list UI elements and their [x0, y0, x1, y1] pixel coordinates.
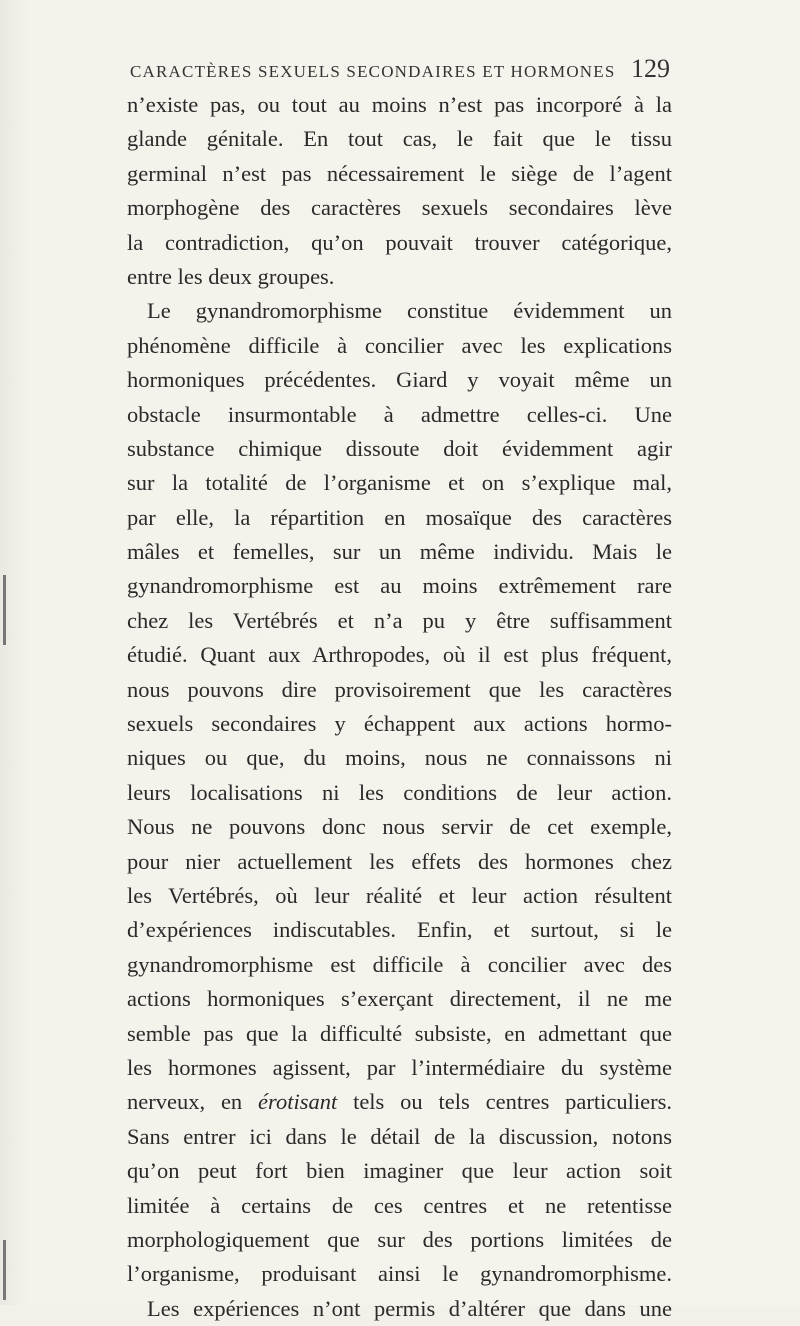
text-line: entre les deux groupes.: [127, 263, 335, 289]
spine-shadow: [3, 575, 6, 645]
text-line: obstacle insurmontable à admettre celles-ci. Une: [127, 401, 672, 427]
text-line: semble pas que la difficulté subsiste, en admettant que: [127, 1020, 672, 1046]
text-line: actions hormoniques s’exerçant directement, il ne me: [127, 986, 672, 1012]
text-line: gynandromorphisme est difficile à concilier avec des: [127, 951, 672, 977]
text-line: morphologiquement que sur des portions limitées de: [127, 1226, 672, 1252]
text-line: phénomène difficile à concilier avec les explications: [127, 332, 672, 358]
text-line: qu’on peut fort bien imaginer que leur action soit: [127, 1158, 672, 1184]
text-line: limitée à certains de ces centres et ne retentisse: [127, 1192, 672, 1218]
text-line: Les expériences n’ont permis d’altérer que dans une: [147, 1295, 672, 1321]
text-segment: nerveux, en: [127, 1089, 259, 1115]
text-line-with-italic: [127, 1085, 672, 1119]
text-line: nous pouvons dire provisoirement que les caractères: [127, 676, 672, 702]
text-line: l’organisme, produisant ainsi le gynandromorphisme.: [127, 1261, 672, 1287]
spine-shadow: [3, 1240, 6, 1300]
running-title: CARACTÈRES SEXUELS SECONDAIRES ET HORMONES: [130, 62, 616, 81]
text-line: chez les Vertébrés et n’a pu y être suffisamment: [127, 607, 672, 633]
running-header: [130, 54, 670, 84]
text-line: niques ou que, du moins, nous ne connaissons ni: [127, 745, 672, 771]
page-number: 129: [631, 54, 670, 83]
italic-word: érotisant: [258, 1089, 338, 1115]
text-line: gynandromorphisme est au moins extrêmement rare: [127, 573, 672, 599]
body-text: [127, 88, 672, 1326]
text-line: sexuels secondaires y échappent aux actions hormo-: [127, 711, 672, 737]
text-line: sur la totalité de l’organisme et on s’explique mal,: [127, 470, 672, 496]
text-line: substance chimique dissoute doit évidemment agir: [127, 435, 672, 461]
text-line: mâles et femelles, sur un même individu. Mais le: [127, 539, 672, 565]
text-line: la contradiction, qu’on pouvait trouver catégorique,: [127, 229, 672, 255]
text-line: Sans entrer ici dans le détail de la discussion, notons: [127, 1123, 672, 1149]
text-line: d’expériences indiscutables. Enfin, et surtout, si le: [127, 917, 672, 943]
text-line: étudié. Quant aux Arthropodes, où il est plus fréquent,: [127, 642, 672, 668]
text-line: hormoniques précédentes. Giard y voyait même un: [127, 367, 672, 393]
text-line: glande génitale. En tout cas, le fait que le tissu: [127, 126, 672, 152]
text-line: leurs localisations ni les conditions de leur action.: [127, 779, 672, 805]
text-line: Nous ne pouvons donc nous servir de cet exemple,: [127, 814, 672, 840]
text-line: pour nier actuellement les effets des hormones chez: [127, 848, 672, 874]
text-line: n’existe pas, ou tout au moins n’est pas incorporé à la: [127, 92, 672, 117]
text-line: Le gynandromorphisme constitue évidemment un: [147, 298, 672, 324]
text-line: les Vertébrés, où leur réalité et leur action résultent: [127, 882, 672, 908]
text-line: les hormones agissent, par l’intermédiaire du système: [127, 1054, 672, 1080]
text-line: morphogène des caractères sexuels secondaires lève: [127, 195, 672, 221]
text-segment: tels ou tels centres particuliers.: [337, 1089, 672, 1115]
text-line: par elle, la répartition en mosaïque des caractères: [127, 504, 672, 530]
text-line: germinal n’est pas nécessairement le siège de l’agent: [127, 160, 672, 186]
